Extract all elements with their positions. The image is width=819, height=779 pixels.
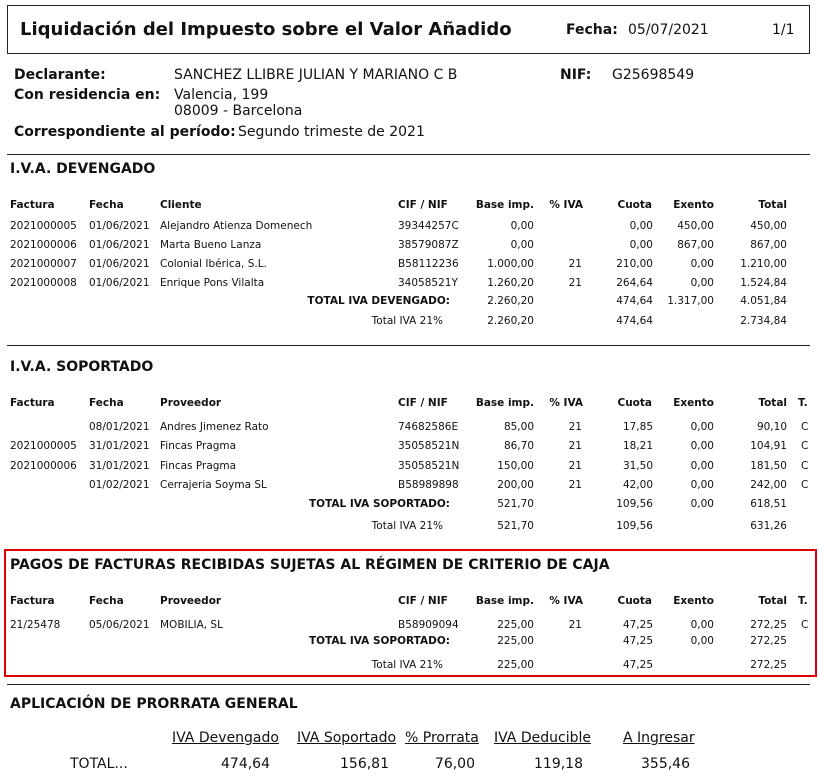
table-cell-base: 150,00 — [497, 459, 534, 472]
total-total: 4.051,84 — [740, 295, 787, 307]
page-title: Liquidación del Impuesto sobre el Valor Añadido — [20, 19, 512, 40]
table-cell-nombre: Andres Jimenez Rato — [160, 421, 269, 433]
table-cell-pct-iva: 21 — [568, 440, 582, 453]
column-header-factura: Factura — [10, 199, 55, 211]
table-cell-nombre: Cerrajeria Soyma SL — [160, 478, 267, 491]
table-cell-base: 86,70 — [503, 440, 534, 453]
column-header-pct-iva: % IVA — [549, 595, 583, 607]
table-cell-fecha: 01/06/2021 — [89, 220, 150, 232]
table-cell-cif: 74682586E — [398, 421, 459, 433]
total-total: 272,25 — [750, 635, 787, 647]
total-label: TOTAL IVA SOPORTADO: — [308, 635, 450, 647]
table-cell-cif: 35058521N — [398, 440, 460, 453]
iva-rate-label: Total IVA 21% — [371, 520, 443, 532]
table-cell-fecha: 31/01/2021 — [89, 440, 150, 453]
table-cell-cuota: 31,50 — [622, 459, 653, 472]
column-header-fecha: Fecha — [89, 397, 124, 409]
column-header-cuota: Cuota — [617, 397, 652, 409]
total-exento: 1.317,00 — [667, 295, 714, 307]
table-cell-factura: 2021000005 — [10, 220, 77, 232]
column-header-factura: Factura — [10, 595, 55, 607]
table-cell-exento: 0,00 — [690, 277, 714, 289]
iva-total: 2.734,84 — [740, 315, 787, 327]
total-cuota: 109,56 — [616, 498, 653, 510]
table-cell-total: 181,50 — [750, 459, 787, 472]
prorrata-title: APLICACIÓN DE PRORRATA GENERAL — [10, 696, 298, 712]
table-cell-total: 867,00 — [750, 239, 787, 251]
table-cell-fecha: 31/01/2021 — [89, 459, 150, 472]
table-cell-fecha: 01/02/2021 — [89, 478, 150, 491]
table-cell-cuota: 17,85 — [622, 421, 653, 433]
table-cell-tipo: C — [801, 440, 809, 453]
address-line2: 08009 - Barcelona — [174, 103, 303, 119]
column-header-exento: Exento — [673, 595, 714, 607]
table-cell-factura: 2021000005 — [10, 440, 77, 453]
prorrata-row-label: TOTAL... — [70, 756, 128, 772]
table-cell-cuota: 47,25 — [622, 619, 653, 631]
periodo-label: Correspondiente al período: — [14, 124, 236, 140]
iva-cuota: 47,25 — [622, 659, 653, 671]
prorrata-header-4: A Ingresar — [623, 730, 695, 746]
prorrata-value-4: 355,46 — [641, 756, 690, 772]
table-cell-total: 90,10 — [756, 421, 787, 433]
total-label: TOTAL IVA SOPORTADO: — [308, 498, 450, 510]
table-cell-exento: 0,00 — [690, 478, 714, 491]
table-cell-pct-iva: 21 — [568, 459, 582, 472]
column-header-exento: Exento — [673, 397, 714, 409]
table-cell-factura: 2021000007 — [10, 258, 77, 270]
table-cell-exento: 0,00 — [690, 440, 714, 453]
iva-cuota: 109,56 — [616, 520, 653, 532]
declarante-label: Declarante: — [14, 67, 106, 83]
table-cell-pct-iva: 21 — [568, 421, 582, 433]
column-header-fecha: Fecha — [89, 595, 124, 607]
table-cell-base: 1.260,20 — [487, 277, 534, 289]
table-cell-exento: 0,00 — [690, 619, 714, 631]
table-cell-cif: B58112236 — [398, 258, 459, 270]
column-header-tipo: T. — [798, 397, 808, 409]
table-cell-tipo: C — [801, 478, 809, 491]
page-number: 1/1 — [772, 22, 795, 38]
caja-title: PAGOS DE FACTURAS RECIBIDAS SUJETAS AL RÉGIMEN DE CRITERIO DE CAJA — [10, 557, 610, 573]
total-cuota: 474,64 — [616, 295, 653, 307]
table-cell-pct-iva: 21 — [568, 478, 582, 491]
column-header-base: Base imp. — [475, 595, 534, 607]
date-value: 05/07/2021 — [628, 22, 709, 38]
table-cell-cuota: 0,00 — [629, 239, 653, 251]
column-header-nombre: Cliente — [160, 199, 202, 211]
table-cell-tipo: C — [801, 619, 809, 631]
prorrata-value-1: 156,81 — [340, 756, 389, 772]
table-cell-pct-iva: 21 — [568, 619, 582, 631]
column-header-pct-iva: % IVA — [549, 199, 583, 211]
table-cell-factura: 21/25478 — [10, 619, 61, 631]
table-cell-pct-iva: 21 — [568, 258, 582, 270]
table-cell-exento: 0,00 — [690, 258, 714, 270]
column-header-total: Total — [758, 397, 787, 409]
column-header-exento: Exento — [673, 199, 714, 211]
prorrata-header-1: IVA Soportado — [297, 730, 397, 746]
devengado-title: I.V.A. DEVENGADO — [10, 161, 156, 177]
column-header-cif: CIF / NIF — [398, 595, 448, 607]
table-cell-fecha: 08/01/2021 — [89, 421, 150, 433]
divider — [7, 345, 810, 346]
table-cell-exento: 0,00 — [690, 459, 714, 472]
divider — [7, 684, 810, 685]
column-header-cif: CIF / NIF — [398, 199, 448, 211]
table-cell-total: 272,25 — [750, 619, 787, 631]
column-header-total: Total — [758, 595, 787, 607]
column-header-cif: CIF / NIF — [398, 397, 448, 409]
column-header-tipo: T. — [798, 595, 808, 607]
column-header-base: Base imp. — [475, 397, 534, 409]
table-cell-factura: 2021000006 — [10, 239, 77, 251]
total-exento: 0,00 — [690, 498, 714, 510]
total-base: 521,70 — [497, 498, 534, 510]
table-cell-cuota: 0,00 — [629, 220, 653, 232]
table-cell-base: 0,00 — [510, 239, 534, 251]
table-cell-base: 0,00 — [510, 220, 534, 232]
table-cell-pct-iva: 21 — [568, 277, 582, 289]
table-cell-cuota: 264,64 — [616, 277, 653, 289]
column-header-factura: Factura — [10, 397, 55, 409]
table-cell-total: 242,00 — [750, 478, 787, 491]
table-cell-total: 104,91 — [750, 440, 787, 453]
table-cell-exento: 0,00 — [690, 421, 714, 433]
total-cuota: 47,25 — [622, 635, 653, 647]
table-cell-total: 1.210,00 — [740, 258, 787, 270]
prorrata-header-3: IVA Deducible — [494, 730, 591, 746]
table-cell-base: 200,00 — [497, 478, 534, 491]
total-base: 225,00 — [497, 635, 534, 647]
periodo-value: Segundo trimeste de 2021 — [238, 124, 425, 140]
iva-base: 225,00 — [497, 659, 534, 671]
table-cell-exento: 867,00 — [677, 239, 714, 251]
table-cell-cif: 38579087Z — [398, 239, 459, 251]
table-cell-factura: 2021000008 — [10, 277, 77, 289]
table-cell-factura: 2021000006 — [10, 459, 77, 472]
table-cell-tipo: C — [801, 459, 809, 472]
iva-rate-label: Total IVA 21% — [371, 659, 443, 671]
table-cell-cif: B58989898 — [398, 478, 459, 491]
table-cell-total: 1.524,84 — [740, 277, 787, 289]
table-cell-cif: 34058521Y — [398, 277, 458, 289]
iva-base: 2.260,20 — [487, 315, 534, 327]
residencia-label: Con residencia en: — [14, 87, 161, 103]
table-cell-nombre: MOBILIA, SL — [160, 619, 223, 631]
declarante-name: SANCHEZ LLIBRE JULIAN Y MARIANO C B — [174, 67, 458, 83]
prorrata-header-2: % Prorrata — [405, 730, 479, 746]
column-header-base: Base imp. — [475, 199, 534, 211]
table-cell-exento: 450,00 — [677, 220, 714, 232]
total-exento: 0,00 — [690, 635, 714, 647]
total-label: TOTAL IVA DEVENGADO: — [307, 295, 450, 307]
nif-label: NIF: — [560, 67, 592, 83]
column-header-pct-iva: % IVA — [549, 397, 583, 409]
nif-value: G25698549 — [612, 67, 695, 83]
column-header-nombre: Proveedor — [160, 595, 222, 607]
table-cell-nombre: Alejandro Atienza Domenech — [160, 220, 313, 232]
table-cell-base: 225,00 — [497, 619, 534, 631]
prorrata-value-0: 474,64 — [221, 756, 270, 772]
table-cell-nombre: Fincas Pragma — [160, 440, 237, 453]
table-cell-fecha: 01/06/2021 — [89, 239, 150, 251]
divider — [7, 154, 810, 155]
table-cell-cuota: 42,00 — [622, 478, 653, 491]
iva-total: 631,26 — [750, 520, 787, 532]
table-cell-cuota: 210,00 — [616, 258, 653, 270]
table-cell-nombre: Colonial Ibérica, S.L. — [160, 258, 267, 270]
table-cell-fecha: 05/06/2021 — [89, 619, 150, 631]
table-cell-tipo: C — [801, 421, 809, 433]
column-header-nombre: Proveedor — [160, 397, 222, 409]
iva-rate-label: Total IVA 21% — [371, 315, 443, 327]
prorrata-value-3: 119,18 — [534, 756, 583, 772]
table-cell-fecha: 01/06/2021 — [89, 277, 150, 289]
column-header-cuota: Cuota — [617, 595, 652, 607]
column-header-total: Total — [758, 199, 787, 211]
iva-cuota: 474,64 — [616, 315, 653, 327]
date-label: Fecha: — [566, 22, 618, 38]
table-cell-nombre: Marta Bueno Lanza — [160, 239, 262, 251]
column-header-cuota: Cuota — [617, 199, 652, 211]
table-cell-nombre: Enrique Pons Vilalta — [160, 277, 265, 289]
table-cell-fecha: 01/06/2021 — [89, 258, 150, 270]
table-cell-nombre: Fincas Pragma — [160, 459, 237, 472]
total-total: 618,51 — [750, 498, 787, 510]
address-line1: Valencia, 199 — [174, 87, 269, 103]
iva-total: 272,25 — [750, 659, 787, 671]
table-cell-base: 85,00 — [503, 421, 534, 433]
table-cell-total: 450,00 — [750, 220, 787, 232]
soportado-title: I.V.A. SOPORTADO — [10, 359, 154, 375]
table-cell-cif: 39344257C — [398, 220, 459, 232]
iva-base: 521,70 — [497, 520, 534, 532]
column-header-fecha: Fecha — [89, 199, 124, 211]
prorrata-value-2: 76,00 — [434, 756, 475, 772]
table-cell-cuota: 18,21 — [622, 440, 653, 453]
prorrata-header-0: IVA Devengado — [172, 730, 279, 746]
total-base: 2.260,20 — [487, 295, 534, 307]
table-cell-cif: B58909094 — [398, 619, 459, 631]
table-cell-cif: 35058521N — [398, 459, 460, 472]
table-cell-base: 1.000,00 — [487, 258, 534, 270]
